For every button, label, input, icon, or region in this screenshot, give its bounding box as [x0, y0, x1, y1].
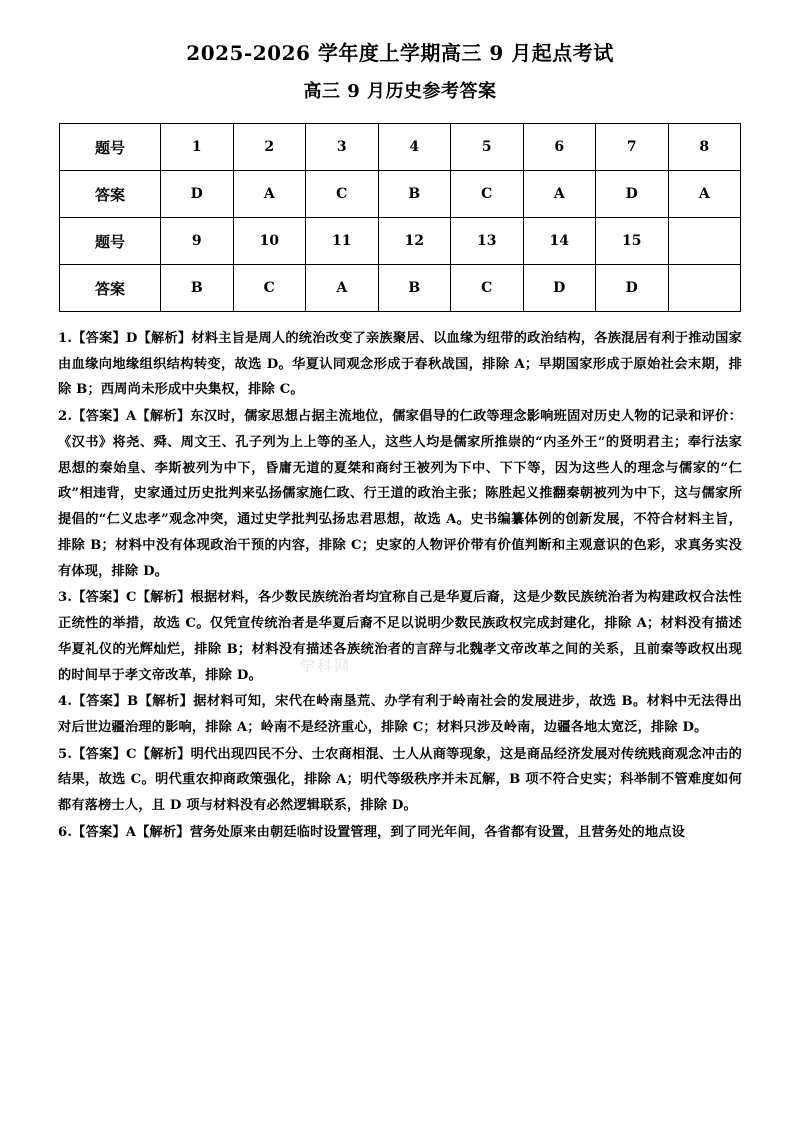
- watermark-text: 学科网: [300, 657, 352, 675]
- question-number-cell: 15: [596, 218, 669, 265]
- answer-cell: A: [668, 171, 741, 218]
- answer-cell: D: [596, 265, 669, 312]
- explanation-paragraph: 1.【答案】D【解析】材料主旨是周人的统治改变了亲族聚居、以血缘为纽带的政治结构，各族混居有利于推动国家由血缘向地缘组织结构转变，故选 D。华夏认同观念形成于春秋战国，排除 A；早期国家形成于原始社会末期，排除 B；西周尚未形成中央集权，排除 C。: [58, 331, 742, 398]
- question-number-cell: 7: [596, 124, 669, 171]
- answer-cell: B: [161, 265, 234, 312]
- explanation-paragraph: 4.【答案】B【解析】据材料可知，宋代在岭南垦荒、办学有利于岭南社会的发展进步，故选 B。材料中无法得出对后世边疆治理的影响，排除 A；岭南不是经济重心，排除 C；材料只涉及岭南，边疆各地太宽泛，排除 D。: [58, 694, 742, 736]
- row-label-question-number-1: 题号: [60, 124, 161, 171]
- table-row: [60, 218, 741, 265]
- table-row: [60, 124, 741, 171]
- explanation-paragraph: 2.【答案】A【解析】东汉时，儒家思想占据主流地位，儒家倡导的仁政等理念影响班固对历史人物的记录和评价：《汉书》将尧、舜、周文王、孔子列为上上等的圣人，这些人均是儒家所推崇的“内圣外王”的贤明君主；奉行法家思想的秦始皇、李斯被列为中下，昏庸无道的夏桀和商纣王被列为下中、下下等，因为这些人的理念与儒家的“仁政”相违背，史家通过历史批判来弘扬儒家施仁政、行王道的政治主张；陈胜起义推翻秦朝被列为中下，这与儒家所提倡的“仁义忠孝”观念冲突，通过史学批判弘扬忠君思想，故选 A。史书编纂体例的创新发展，不符合材料主旨，排除 B；材料中没有体现政治干预的内容，排除 C；史家的人物评价带有价值判断和主观意识的色彩，求真务实没有体现，排除 D。: [58, 409, 742, 579]
- answer-cell: C: [451, 265, 524, 312]
- question-number-cell: 10: [233, 218, 306, 265]
- question-number-cell: 6: [523, 124, 596, 171]
- answer-cell: B: [378, 171, 451, 218]
- question-number-cell: 2: [233, 124, 306, 171]
- question-number-cell: 1: [161, 124, 234, 171]
- question-number-cell: 5: [451, 124, 524, 171]
- question-number-cell: 4: [378, 124, 451, 171]
- table-row: [60, 171, 741, 218]
- answer-cell: A: [523, 171, 596, 218]
- answer-cell: C: [451, 171, 524, 218]
- table-row: [60, 265, 741, 312]
- answer-cell: C: [233, 265, 306, 312]
- page-subtitle: 高三 9 月历史参考答案: [303, 81, 497, 102]
- question-number-cell: 13: [451, 218, 524, 265]
- question-number-cell: 8: [668, 124, 741, 171]
- question-number-cell: 11: [306, 218, 379, 265]
- answer-cell-empty: [668, 265, 741, 312]
- explanations-section: [58, 326, 742, 846]
- explanation-paragraph: 3.【答案】C【解析】根据材料，各少数民族统治者均宜称自己是华夏后裔，这是少数民族统治者为构建政权合法性正统性的举措，故选 C。仅凭宣传统治者是华夏后裔不足以说明少数民族政权完成封建化，排除 A；材料没有描述华夏礼仪的光辉灿烂，排除 B；材料没有描述各族统治者的言辞与北魏孝文帝改革之间的关系，且前秦等政权出现的时间早于孝文帝改革，排除 D。: [58, 590, 742, 683]
- row-label-question-number-2: 题号: [60, 218, 161, 265]
- row-label-answer-1: 答案: [60, 171, 161, 218]
- answer-cell: D: [596, 171, 669, 218]
- answer-cell: D: [161, 171, 234, 218]
- question-number-cell: 12: [378, 218, 451, 265]
- answer-cell: D: [523, 265, 596, 312]
- question-number-cell: 14: [523, 218, 596, 265]
- answer-cell: B: [378, 265, 451, 312]
- explanation-paragraph: 6.【答案】A【解析】营务处原来由朝廷临时设置管理，到了同光年间，各省都有设置，且营务处的地点设: [58, 824, 686, 840]
- question-number-cell: 9: [161, 218, 234, 265]
- answer-cell: A: [306, 265, 379, 312]
- answer-cell: C: [306, 171, 379, 218]
- question-number-cell-empty: [668, 218, 741, 265]
- answer-key-table: [59, 123, 741, 312]
- explanation-paragraph: 5.【答案】C【解析】明代出现四民不分、士农商相混、士人从商等现象，这是商品经济发展对传统贱商观念冲击的结果，故选 C。明代重农抑商政策强化，排除 A；明代等级秩序并未瓦解，B 项不符合史实；科举制不管难度如何都有落榜士人，且 D 项与材料没有必然逻辑联系，排除 D。: [58, 746, 742, 814]
- question-number-cell: 3: [306, 124, 379, 171]
- answer-cell: A: [233, 171, 306, 218]
- page-title: 2025-2026 学年度上学期高三 9 月起点考试: [186, 41, 614, 65]
- row-label-answer-2: 答案: [60, 265, 161, 312]
